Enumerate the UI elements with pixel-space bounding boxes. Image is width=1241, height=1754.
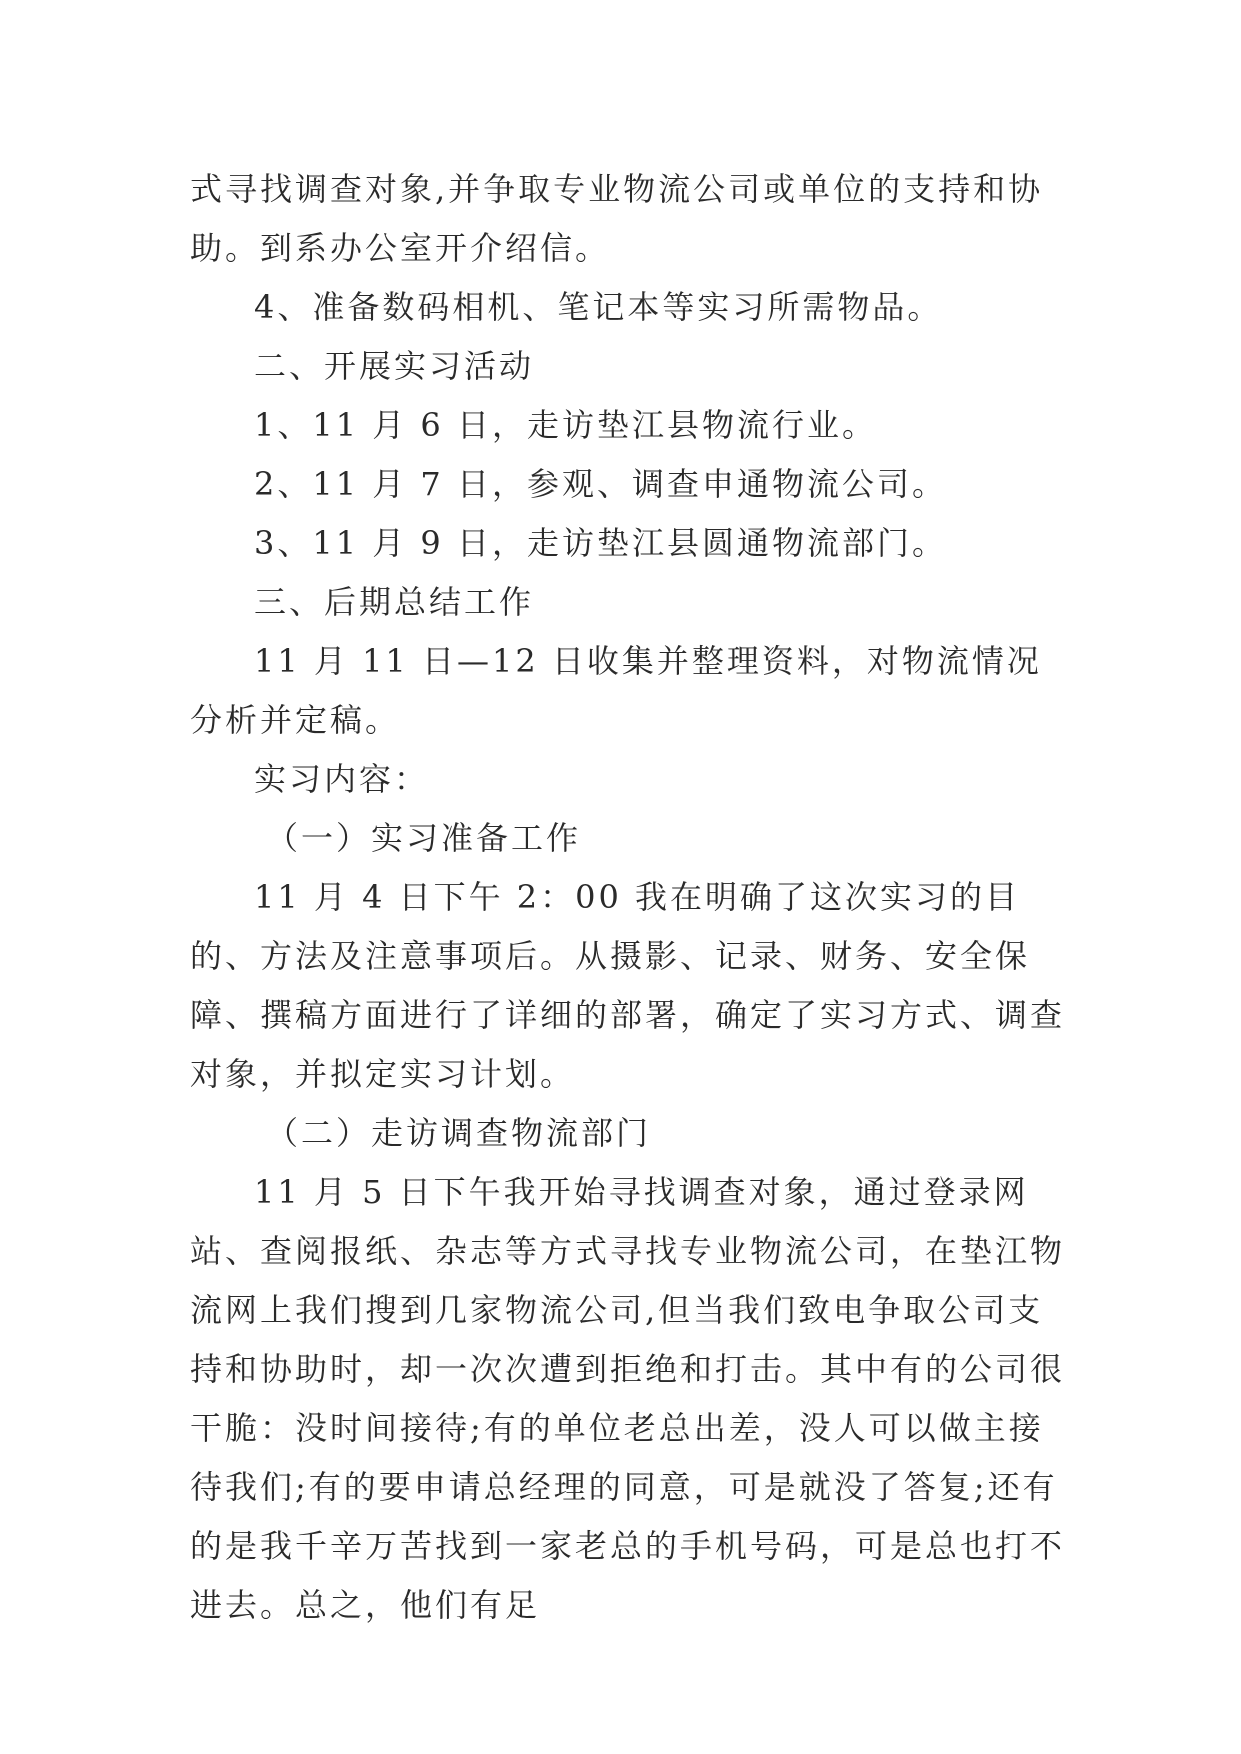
- paragraph-continuation: 式寻找调查对象,并争取专业物流公司或单位的支持和协助。到系办公室开介绍信。: [190, 170, 1044, 267]
- section-heading-2: 二、开展实习活动: [254, 347, 535, 385]
- subsection-heading-1: （一）实习准备工作: [266, 819, 582, 857]
- paragraph-summary: 11 月 11 日—12 日收集并整理资料，对物流情况分析并定稿。: [190, 642, 1042, 739]
- document-body: [190, 160, 1070, 1635]
- paragraph-preparation: 11 月 4 日下午 2：00 我在明确了这次实习的目的、方法及注意事项后。从摄影、记录、财务、安全保障、撰稿方面进行了详细的部署，确定了实习方式、调查对象，并拟定实习计划。: [190, 878, 1066, 1093]
- activity-item-1: 1、11 月 6 日，走访垫江县物流行业。: [254, 406, 877, 444]
- content-heading: 实习内容：: [254, 760, 430, 798]
- activity-item-3: 3、11 月 9 日，走访垫江县圆通物流部门。: [254, 524, 947, 562]
- activity-item-2: 2、11 月 7 日，参观、调查申通物流公司。: [254, 465, 947, 503]
- subsection-heading-2: （二）走访调查物流部门: [266, 1114, 652, 1152]
- paragraph-visit: 11 月 5 日下午我开始寻找调查对象，通过登录网站、查阅报纸、杂志等方式寻找专业物流公司，在垫江物流网上我们搜到几家物流公司,但当我们致电争取公司支持和协助时，却一次次遭到拒绝和打击。其中有的公司很干脆：没时间接待;有的单位老总出差，没人可以做主接待我们;有的要申请总经理的同意，可是就没了答复;还有的是我千辛万苦找到一家老总的手机号码，可是总也打不进去。总之，他们有足: [190, 1173, 1066, 1624]
- paragraph-step-4: 4、准备数码相机、笔记本等实习所需物品。: [254, 288, 943, 326]
- section-heading-3: 三、后期总结工作: [254, 583, 535, 621]
